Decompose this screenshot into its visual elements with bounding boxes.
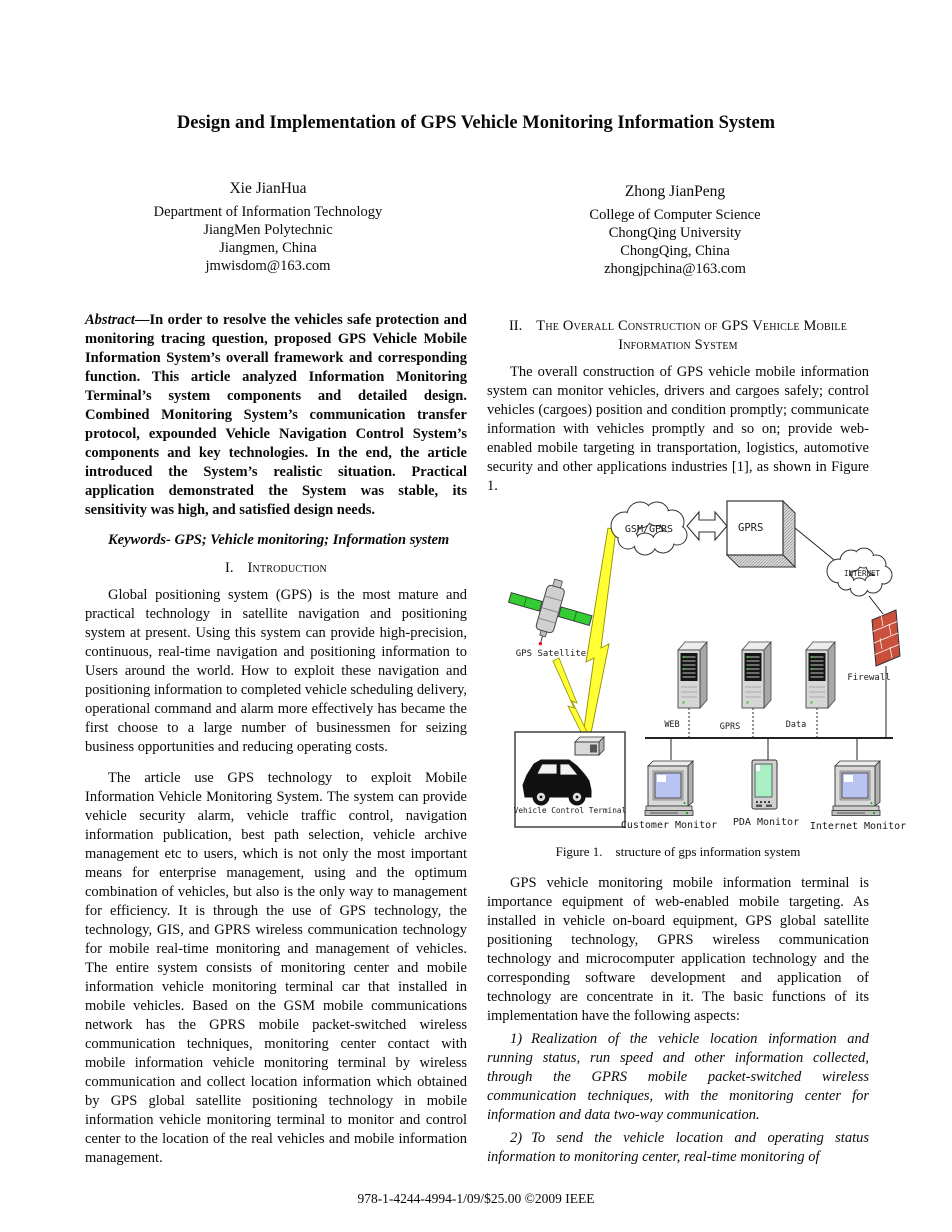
author-affiliation: Department of Information Technology	[153, 204, 383, 220]
right-column	[487, 311, 907, 1167]
internet-cloud	[827, 548, 892, 596]
pda-monitor-label: PDA Monitor	[732, 817, 800, 828]
author-affiliation: College of Computer Science	[589, 207, 761, 223]
internet-monitor-icon	[832, 761, 880, 816]
list-item-text: Realization of the vehicle location information and running status, run speed and other information collected, through the GPRS mobile packet-switched wireless communication techniques, with the monitoring center for information and data two-way communication.	[487, 1031, 869, 1123]
lightning-bolt-small	[553, 658, 588, 736]
abstract-label: Abstract—	[85, 312, 150, 328]
internet-cloud-label: INTERNET	[843, 569, 881, 578]
author-email: zhongjpchina@163.com	[604, 261, 746, 277]
section-heading-2	[487, 317, 869, 355]
vehicle-control-terminal-box	[514, 732, 627, 827]
abstract-text: In order to resolve the vehicles safe protection and monitoring tracing question, proposed GPS Vehicle Mobile Information System’s overall framework and corresponding function. This article analyzed Information Monitoring Terminal’s system components and detailed design. Combined Monitoring System’s communication transfer protocol, expounded Vehicle Navigation Control System’s components and key technologies. In the end, the article introduced the System’s realistic situation. Practical application demonstrated the System was stable, its sensitivity was high, and satisfied design needs.	[85, 312, 467, 518]
figure-1-diagram	[487, 498, 907, 839]
server-web-label: WEB	[664, 720, 680, 730]
intro-paragraph-1: Global positioning system (GPS) is the most mature and practical technology in satellite navigation and positioning system at present. Using this system can provide high-precision, continuous, real-time navigation and positioning information to Users around the world. How to exploit these navigation and positioning information to completed vehicle scheduling delivery, operational command and alarm more effectively has became the first choose to a large number of businessmen for seizing business opportunities and reducing operating costs.	[85, 587, 468, 755]
list-item-number: 2)	[510, 1130, 523, 1146]
section-number: I.	[225, 560, 234, 576]
author-name: Xie JianHua	[229, 180, 307, 197]
list-item-1	[487, 1030, 869, 1125]
pda-monitor-icon	[752, 760, 777, 809]
gps-satellite-icon	[500, 569, 599, 657]
abstract-paragraph	[85, 311, 467, 520]
gprs-router-box	[727, 501, 795, 567]
gps-satellite-label: GPS Satellite	[515, 649, 587, 659]
double-arrow-icon	[687, 512, 727, 540]
author-block-1	[85, 180, 451, 275]
paper-title: Design and Implementation of GPS Vehicle Monitoring Information System	[176, 113, 776, 133]
firewall-label: Firewall	[847, 673, 891, 683]
left-column	[85, 311, 467, 1168]
section2-paragraph-2: GPS vehicle monitoring mobile information terminal is importance equipment of web-enabled mobile targeting. As installed in vehicle on-board equipment, GPS global satellite positioning technology, GPRS wireless communication technology and microcomputer application technology and the corresponding software development and application of technology are concentrate in it. The basic functions of its implementation have the following aspects:	[487, 875, 869, 1024]
author-institution: JiangMen Polytechnic	[203, 222, 333, 238]
figure-1-caption	[487, 842, 869, 861]
author-institution: ChongQing University	[608, 225, 742, 241]
figure-caption-text: structure of gps information system	[615, 844, 801, 859]
intro-paragraph-2: The article use GPS technology to exploit Mobile Information Vehicle Monitoring System. The system can provide vehicle security alarm, vehicle traffic control, navigation information publication, best path selection, vehicle archive management etc to users, which is not only the most important means for enterprise management, using and the optimum combination of vehicles, but also is the only way to management for efficiency. It is through the use of GPS technology, the technology, GIS, and GPRS wireless communication technology for mobile real-time monitoring and management of vehicles. The entire system consists of monitoring center and mobile information vehicle monitoring terminal car that installed in mobile vehicles. Based on the GSM mobile communications network has the GPRS mobile packet-switched wireless communication techniques, monitoring center contact with mobile information vehicle monitoring terminal by wireless communication and collect location information which obtained by GPS global satellite positioning technology in mobile information vehicle monitoring terminal to monitor and control center to the location of the real vehicles and mobile information management.	[85, 770, 467, 1166]
author-name: Zhong JianPeng	[624, 183, 726, 200]
gprs-to-internet-line	[795, 528, 839, 564]
firewall-icon	[872, 610, 900, 666]
vehicle-terminal-label: Vehicle Control Terminal	[513, 806, 627, 815]
section-title: The Overall Construction of GPS Vehicle Mobile Information System	[536, 318, 848, 353]
section-number: II.	[508, 318, 523, 334]
section-heading-1	[85, 559, 467, 578]
keywords-line: Keywords- GPS; Vehicle monitoring; Information system	[108, 532, 450, 548]
section2-paragraph-1: The overall construction of GPS vehicle mobile information system can monitor vehicles, drivers and cargoes safely; control vehicles (cargoes) position and condition promptly; communicate information with vehicles promptly and so on; provide web-enabled mobile targeting in transportation, logistics, automotive security and other applications industries [1], as shown in Figure 1.	[487, 364, 869, 494]
gsm-gprs-cloud	[611, 502, 687, 555]
copyright-footer: 978-1-4244-4994-1/09/$25.00 ©2009 IEEE	[357, 1191, 595, 1206]
internet-monitor-label: Internet Monitor	[809, 821, 907, 832]
figure-caption-label: Figure 1.	[555, 844, 603, 859]
author-block-2	[492, 183, 858, 278]
gprs-box-label: GPRS	[738, 522, 764, 534]
customer-monitor-label: Customer Monitor	[620, 820, 718, 831]
lightning-bolt-large	[583, 528, 616, 738]
server-data-label: Data	[785, 720, 807, 730]
author-email: jmwisdom@163.com	[205, 258, 331, 274]
list-item-text: To send the vehicle location and operating status information to monitoring center, real-time monitoring of	[487, 1130, 869, 1165]
internet-to-firewall-line	[869, 596, 883, 614]
gps-device-icon	[575, 737, 604, 755]
server-data-icon	[806, 642, 835, 708]
list-item-2	[487, 1129, 869, 1167]
author-city: Jiangmen, China	[219, 240, 317, 256]
section-title: Introduction	[247, 560, 327, 576]
customer-monitor-icon	[645, 761, 693, 816]
server-gprs-icon	[742, 642, 771, 708]
server-gprs-label: GPRS	[719, 722, 741, 732]
list-item-number: 1)	[510, 1031, 523, 1047]
gsm-gprs-cloud-label: GSM/GPRS	[624, 524, 674, 535]
author-city: ChongQing, China	[620, 243, 730, 259]
server-web-icon	[678, 642, 707, 708]
